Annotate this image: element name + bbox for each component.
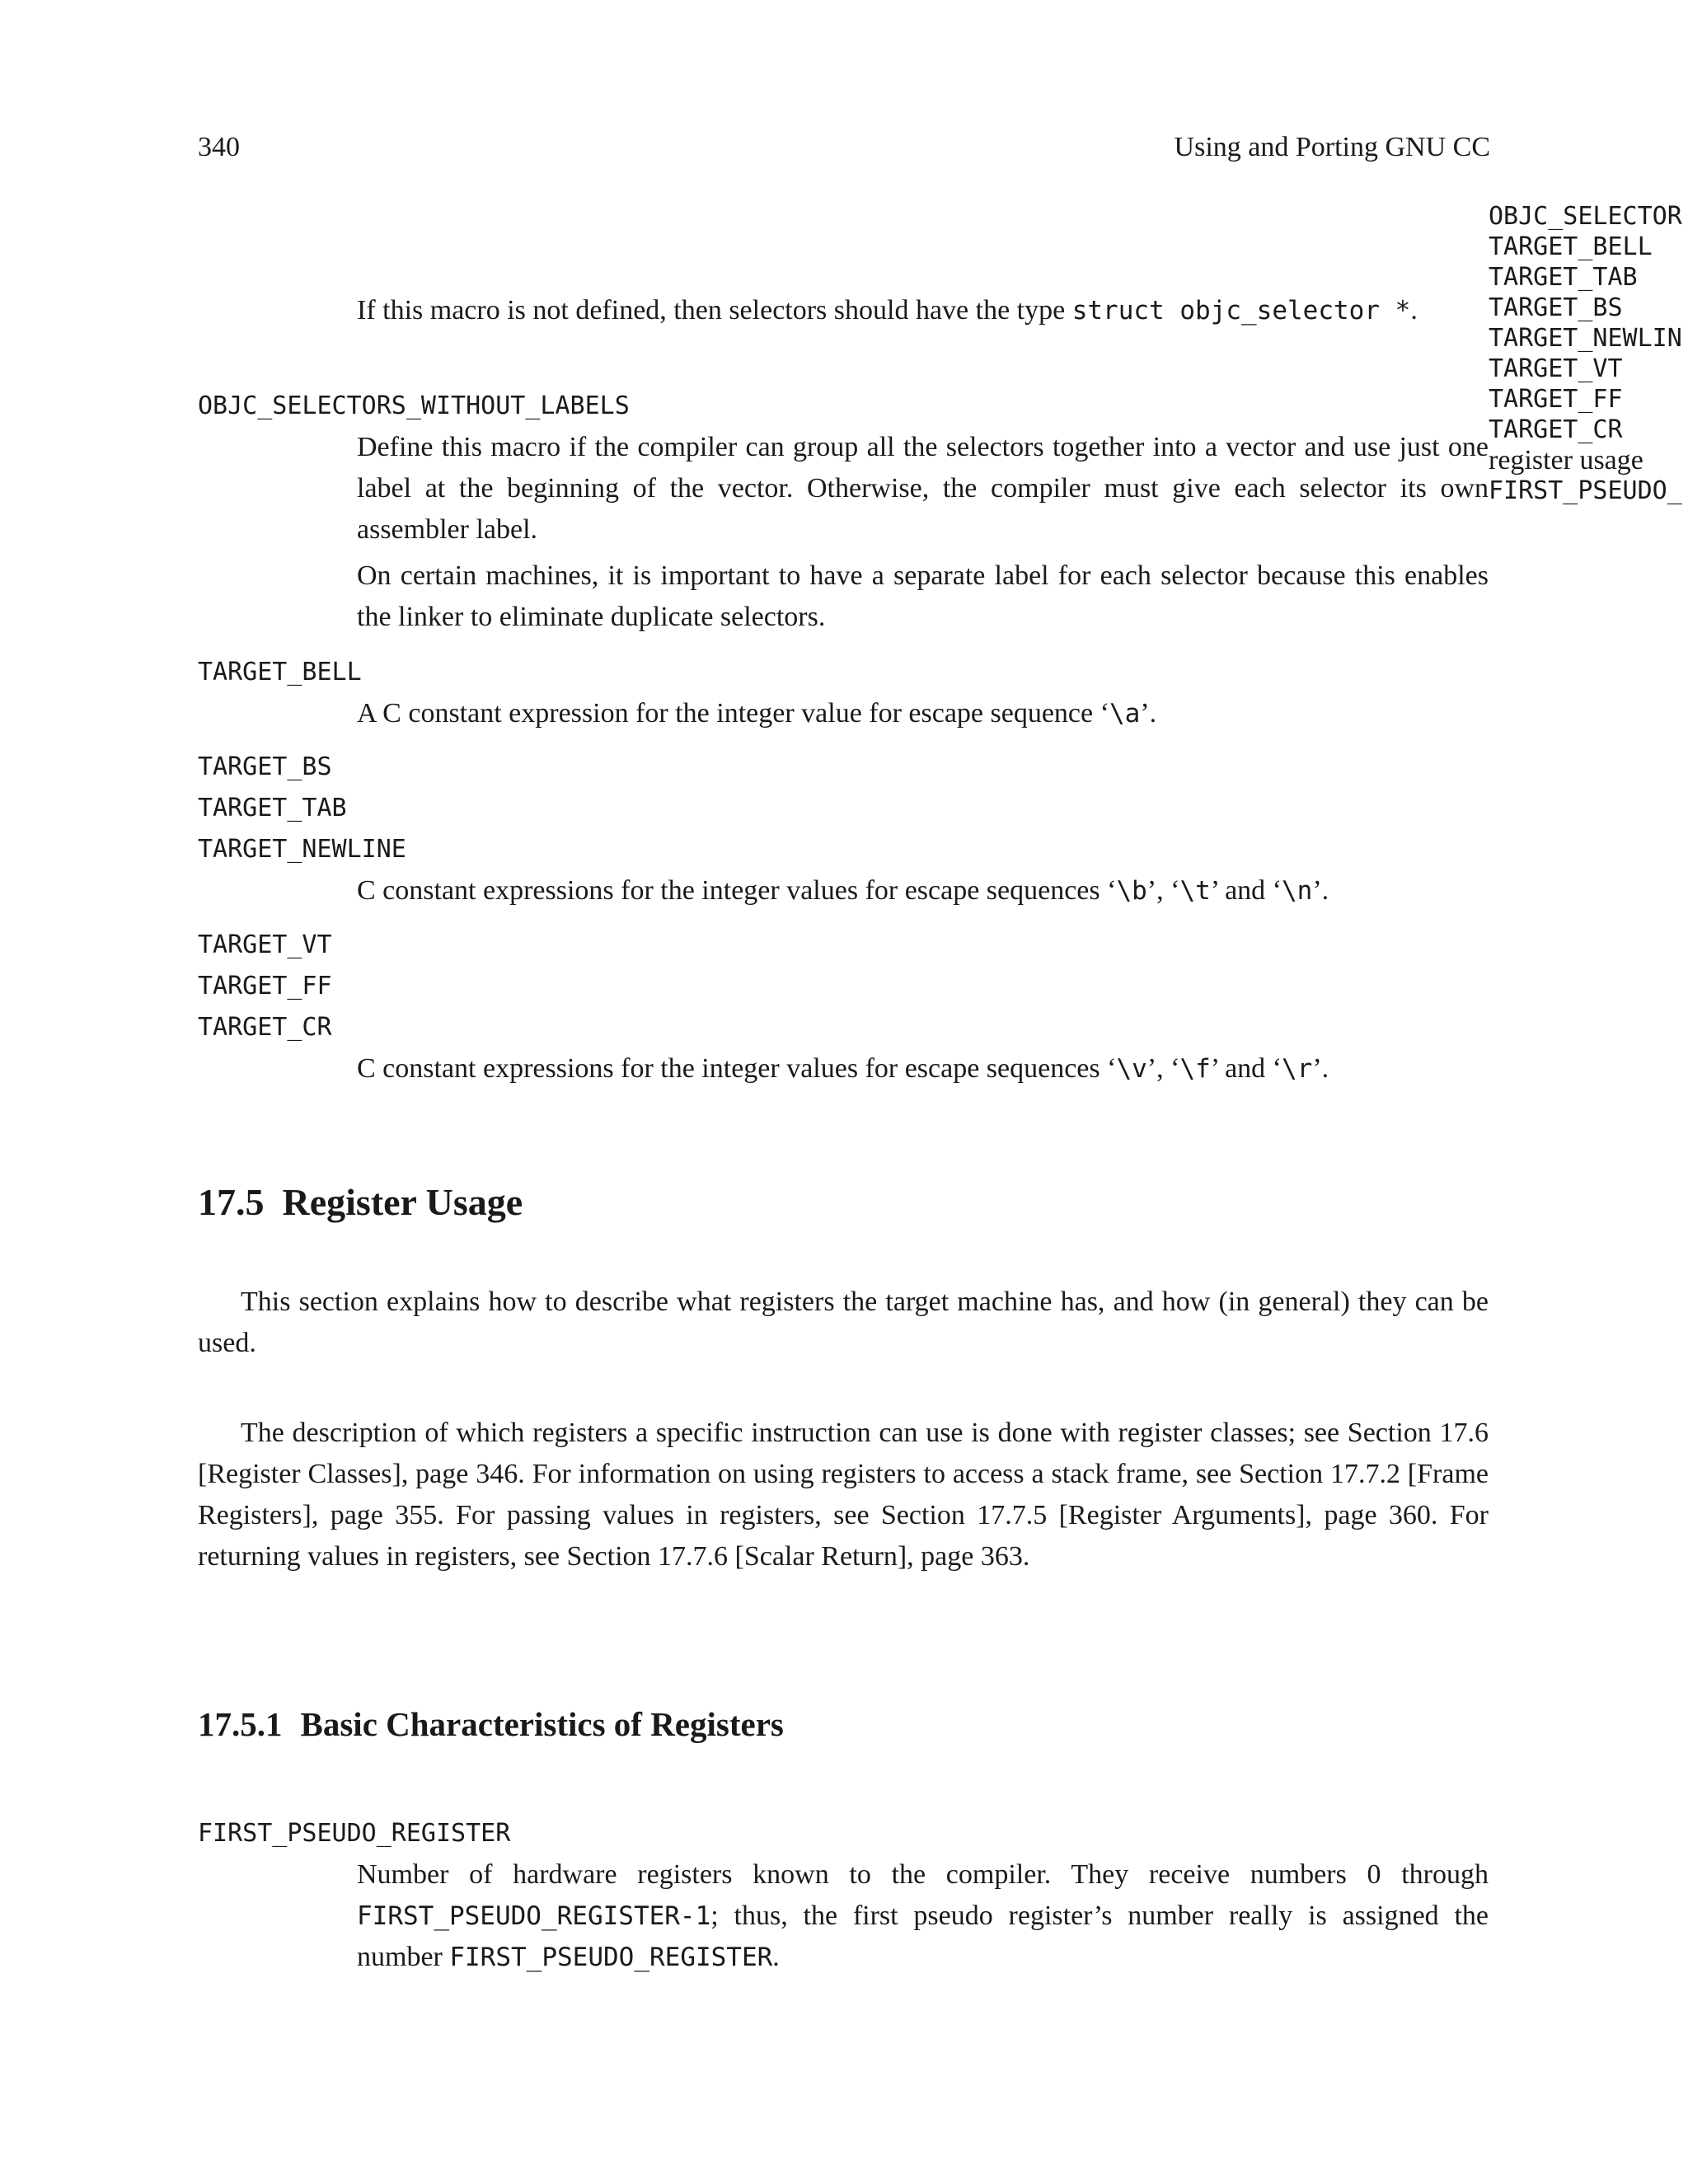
definition-term: TARGET_BS [198,752,332,781]
definition-paragraph: C constant expressions for the integer values for escape sequences ‘\b’, ‘\t’ and ‘\n’. [357,875,1329,906]
code: \t [1179,876,1211,906]
code: FIRST_PSEUDO_REGISTER [449,1943,773,1972]
subsection-number: 17.5.1 [198,1705,283,1743]
code: \n [1281,876,1313,906]
definition-term: TARGET_BELL [198,658,362,687]
margin-index-entry: TARGET_FF [1489,385,1623,414]
definition-term: TARGET_TAB [198,794,347,823]
margin-index-entry: TARGET_BS [1489,293,1623,322]
code: FIRST_PSEUDO_REGISTER-1 [357,1901,711,1931]
selector-type-description: If this macro is not defined, then selectors should have the type struct objc_selector *. [357,295,1418,326]
code: \f [1179,1054,1211,1084]
body-paragraph: This section explains how to describe what registers the target machine has, and how (in general) they can be used. [198,1286,1489,1358]
definition-term: TARGET_VT [198,930,332,959]
margin-index-entry: register usage [1489,445,1643,476]
margin-index-entry: TARGET_CR [1489,415,1623,444]
section-title: Register Usage [282,1181,523,1223]
margin-index-entry: TARGET_VT [1489,354,1623,383]
definition-paragraph: C constant expressions for the integer values for escape sequences ‘\v’, ‘\f’ and ‘\r’. [357,1053,1329,1084]
page-number: 340 [198,132,240,162]
definition-paragraph: Number of hardware registers known to the compiler. They receive numbers 0 through FIRST_PSEUDO_REGISTER-1; thus, the first pseudo register’s number really is assigned the number FIRST_PSEUDO_REGISTER. [357,1859,1489,1972]
margin-index-entry: TARGET_NEWLIN [1489,324,1682,353]
section-heading [198,1180,523,1224]
definition-term: TARGET_NEWLINE [198,835,406,864]
definition-term: TARGET_CR [198,1013,332,1042]
margin-index-entry: OBJC_SELECTOR [1489,202,1682,231]
subsection-title: Basic Characteristics of Registers [300,1705,784,1743]
code: \b [1116,876,1147,906]
definition-term: OBJC_SELECTORS_WITHOUT_LABELS [198,391,630,420]
definition-term: FIRST_PSEUDO_REGISTER [198,1819,511,1848]
section-number: 17.5 [198,1181,265,1223]
code: \v [1116,1054,1147,1084]
running-title: Using and Porting GNU CC [1174,132,1490,162]
subsection-heading [198,1704,784,1744]
margin-index-entry: TARGET_TAB [1489,263,1638,292]
definition-paragraph: Define this macro if the compiler can group all the selectors together into a vector and use just one label at the beginning of the vector. Otherwise, the compiler must give each selector its own assembler label. [357,432,1489,545]
body-paragraph: The description of which registers a specific instruction can use is done with register classes; see Section 17.6 [Register Classes], page 346. For information on using registers to access a stack frame, see Section 17.7.2 [Frame Registers], page 355. For passing values in registers, see Section 17.7.5 [Register Arguments], page 360. For returning values in registers, see Section 17.7.6 [Scalar Return], page 363. [198,1418,1489,1572]
margin-index [1489,201,1688,506]
code: \r [1281,1054,1313,1084]
margin-index-entry: FIRST_PSEUDO_ [1489,476,1682,505]
definition-paragraph: A C constant expression for the integer value for escape sequence ‘\a’. [357,698,1157,729]
code: \a [1109,699,1141,729]
margin-index-entry: TARGET_BELL [1489,232,1653,261]
code: struct objc_selector * [1071,296,1411,326]
definition-paragraph: On certain machines, it is important to have a separate label for each selector because this enables the linker to eliminate duplicate selectors. [357,560,1489,632]
definition-term: TARGET_FF [198,972,332,1001]
